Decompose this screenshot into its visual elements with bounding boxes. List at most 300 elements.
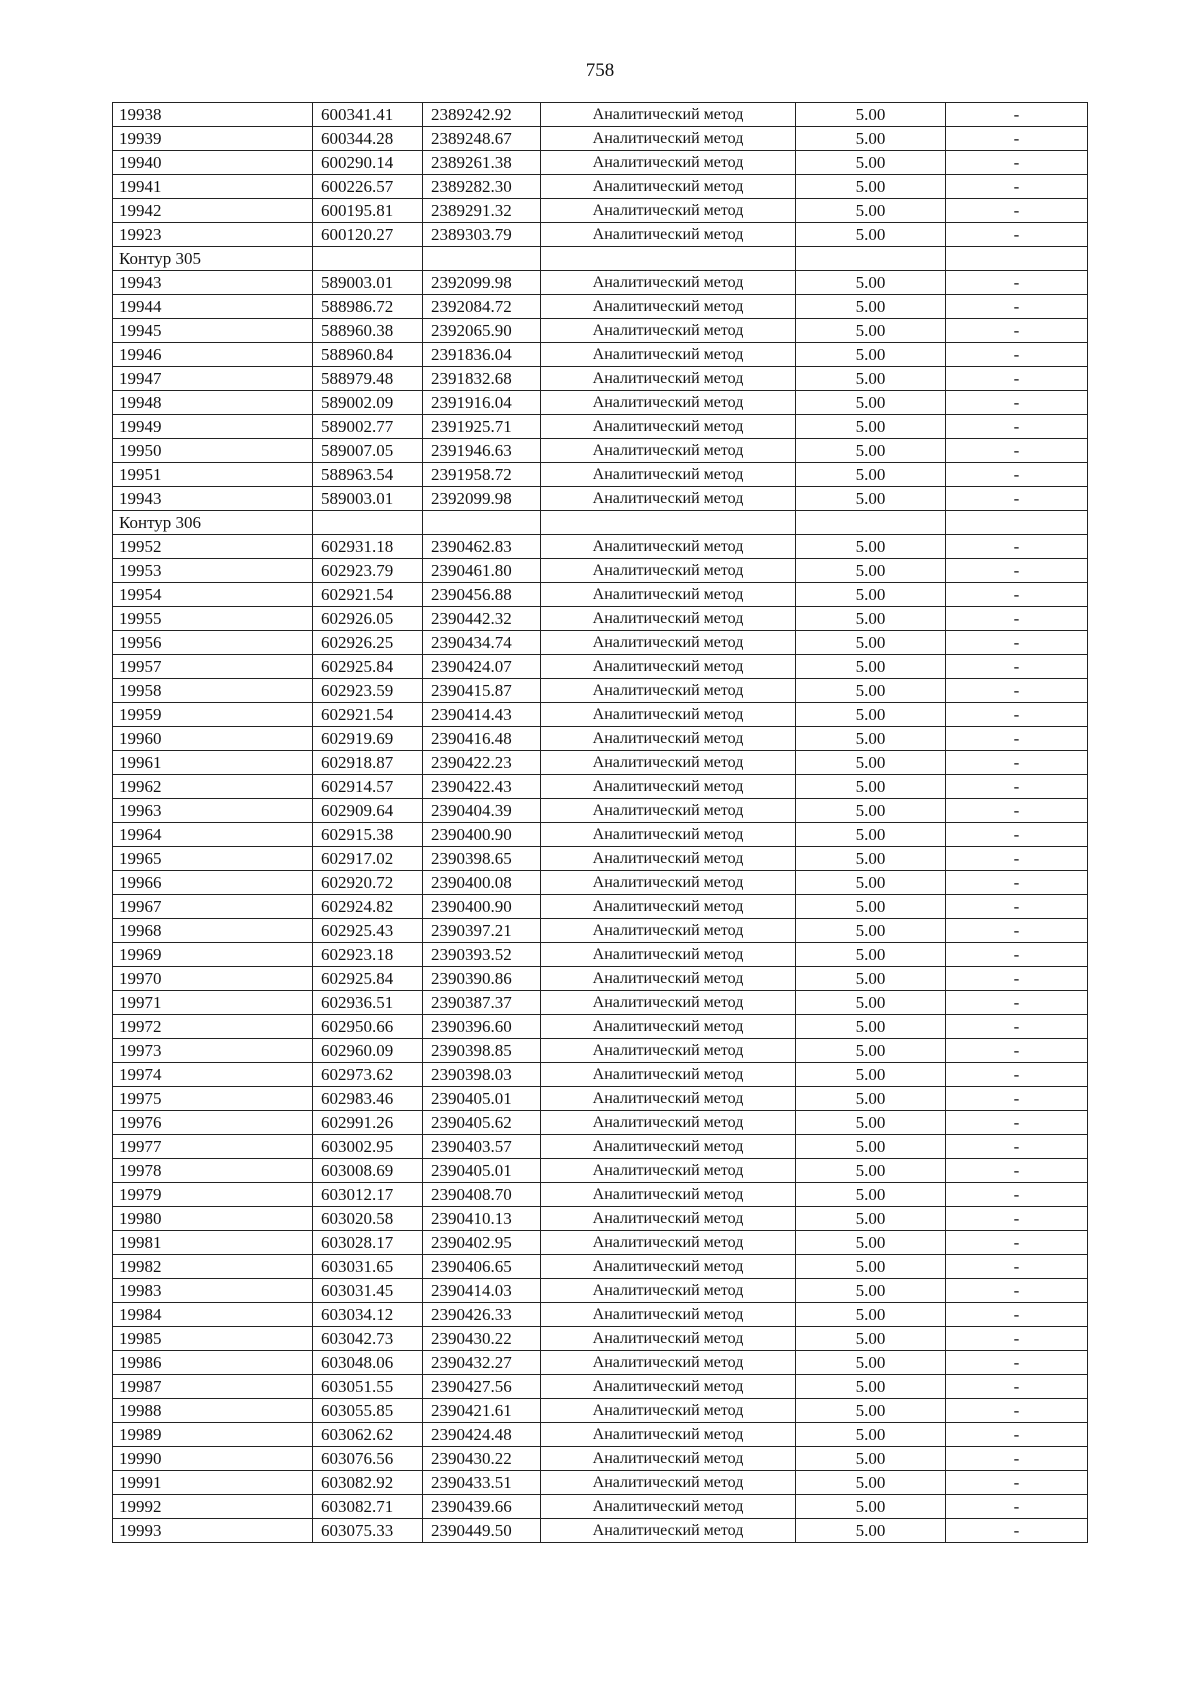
y-coordinate-cell: 2390400.90 (423, 823, 541, 847)
table-row (113, 391, 1088, 415)
x-coordinate-cell: 603048.06 (313, 1351, 423, 1375)
note-cell: - (946, 895, 1088, 919)
x-coordinate-cell: 602921.54 (313, 703, 423, 727)
y-coordinate-cell: 2390405.01 (423, 1159, 541, 1183)
x-coordinate-cell: 602923.59 (313, 679, 423, 703)
y-coordinate-cell: 2389248.67 (423, 127, 541, 151)
x-coordinate-cell: 602926.25 (313, 631, 423, 655)
accuracy-cell: 5.00 (796, 271, 946, 295)
method-cell: Аналитический метод (541, 367, 796, 391)
y-coordinate-cell: 2390408.70 (423, 1183, 541, 1207)
empty-cell (541, 247, 796, 271)
note-cell: - (946, 1231, 1088, 1255)
table-row (113, 1063, 1088, 1087)
point-id-cell: 19948 (113, 391, 313, 415)
method-cell: Аналитический метод (541, 583, 796, 607)
table-row (113, 463, 1088, 487)
x-coordinate-cell: 602924.82 (313, 895, 423, 919)
note-cell: - (946, 1279, 1088, 1303)
y-coordinate-cell: 2390422.43 (423, 775, 541, 799)
table-row (113, 727, 1088, 751)
table-row (113, 679, 1088, 703)
accuracy-cell: 5.00 (796, 703, 946, 727)
accuracy-cell: 5.00 (796, 535, 946, 559)
method-cell: Аналитический метод (541, 943, 796, 967)
table-row (113, 103, 1088, 127)
point-id-cell: 19975 (113, 1087, 313, 1111)
y-coordinate-cell: 2390439.66 (423, 1495, 541, 1519)
accuracy-cell: 5.00 (796, 751, 946, 775)
y-coordinate-cell: 2390416.48 (423, 727, 541, 751)
accuracy-cell: 5.00 (796, 367, 946, 391)
point-id-cell: 19988 (113, 1399, 313, 1423)
table-row (113, 823, 1088, 847)
method-cell: Аналитический метод (541, 1399, 796, 1423)
table-row (113, 343, 1088, 367)
table-row (113, 1519, 1088, 1543)
point-id-cell: 19958 (113, 679, 313, 703)
accuracy-cell: 5.00 (796, 1231, 946, 1255)
accuracy-cell: 5.00 (796, 727, 946, 751)
method-cell: Аналитический метод (541, 1519, 796, 1543)
method-cell: Аналитический метод (541, 487, 796, 511)
y-coordinate-cell: 2390426.33 (423, 1303, 541, 1327)
y-coordinate-cell: 2392099.98 (423, 271, 541, 295)
method-cell: Аналитический метод (541, 967, 796, 991)
accuracy-cell: 5.00 (796, 487, 946, 511)
table-row (113, 175, 1088, 199)
accuracy-cell: 5.00 (796, 295, 946, 319)
method-cell: Аналитический метод (541, 295, 796, 319)
table-row (113, 751, 1088, 775)
y-coordinate-cell: 2392099.98 (423, 487, 541, 511)
y-coordinate-cell: 2390424.48 (423, 1423, 541, 1447)
point-id-cell: 19962 (113, 775, 313, 799)
x-coordinate-cell: 603062.62 (313, 1423, 423, 1447)
x-coordinate-cell: 603012.17 (313, 1183, 423, 1207)
point-id-cell: 19943 (113, 487, 313, 511)
y-coordinate-cell: 2390432.27 (423, 1351, 541, 1375)
x-coordinate-cell: 603082.71 (313, 1495, 423, 1519)
point-id-cell: 19979 (113, 1183, 313, 1207)
method-cell: Аналитический метод (541, 727, 796, 751)
table-row (113, 775, 1088, 799)
x-coordinate-cell: 589007.05 (313, 439, 423, 463)
y-coordinate-cell: 2390405.01 (423, 1087, 541, 1111)
coordinates-table-body (113, 103, 1088, 1543)
section-label: Контур 305 (113, 247, 313, 271)
note-cell: - (946, 679, 1088, 703)
y-coordinate-cell: 2389261.38 (423, 151, 541, 175)
table-row (113, 1351, 1088, 1375)
method-cell: Аналитический метод (541, 751, 796, 775)
table-row (113, 487, 1088, 511)
method-cell: Аналитический метод (541, 895, 796, 919)
x-coordinate-cell: 603031.65 (313, 1255, 423, 1279)
y-coordinate-cell: 2392065.90 (423, 319, 541, 343)
y-coordinate-cell: 2391958.72 (423, 463, 541, 487)
note-cell: - (946, 727, 1088, 751)
method-cell: Аналитический метод (541, 535, 796, 559)
y-coordinate-cell: 2390390.86 (423, 967, 541, 991)
table-row (113, 1183, 1088, 1207)
empty-cell (946, 511, 1088, 535)
point-id-cell: 19973 (113, 1039, 313, 1063)
point-id-cell: 19987 (113, 1375, 313, 1399)
point-id-cell: 19953 (113, 559, 313, 583)
note-cell: - (946, 1039, 1088, 1063)
method-cell: Аналитический метод (541, 271, 796, 295)
table-row (113, 607, 1088, 631)
x-coordinate-cell: 603028.17 (313, 1231, 423, 1255)
point-id-cell: 19993 (113, 1519, 313, 1543)
method-cell: Аналитический метод (541, 1447, 796, 1471)
note-cell: - (946, 199, 1088, 223)
table-row (113, 703, 1088, 727)
point-id-cell: 19941 (113, 175, 313, 199)
y-coordinate-cell: 2390422.23 (423, 751, 541, 775)
x-coordinate-cell: 602920.72 (313, 871, 423, 895)
y-coordinate-cell: 2390442.32 (423, 607, 541, 631)
x-coordinate-cell: 603008.69 (313, 1159, 423, 1183)
y-coordinate-cell: 2391916.04 (423, 391, 541, 415)
table-row (113, 1327, 1088, 1351)
point-id-cell: 19981 (113, 1231, 313, 1255)
table-row (113, 367, 1088, 391)
accuracy-cell: 5.00 (796, 151, 946, 175)
table-row (113, 127, 1088, 151)
y-coordinate-cell: 2389291.32 (423, 199, 541, 223)
point-id-cell: 19982 (113, 1255, 313, 1279)
table-row (113, 1087, 1088, 1111)
note-cell: - (946, 751, 1088, 775)
table-row (113, 655, 1088, 679)
x-coordinate-cell: 602909.64 (313, 799, 423, 823)
accuracy-cell: 5.00 (796, 1303, 946, 1327)
note-cell: - (946, 1447, 1088, 1471)
note-cell: - (946, 127, 1088, 151)
y-coordinate-cell: 2391836.04 (423, 343, 541, 367)
accuracy-cell: 5.00 (796, 1279, 946, 1303)
y-coordinate-cell: 2390424.07 (423, 655, 541, 679)
method-cell: Аналитический метод (541, 1159, 796, 1183)
note-cell: - (946, 919, 1088, 943)
method-cell: Аналитический метод (541, 1087, 796, 1111)
point-id-cell: 19966 (113, 871, 313, 895)
note-cell: - (946, 463, 1088, 487)
accuracy-cell: 5.00 (796, 223, 946, 247)
method-cell: Аналитический метод (541, 343, 796, 367)
accuracy-cell: 5.00 (796, 607, 946, 631)
method-cell: Аналитический метод (541, 823, 796, 847)
note-cell: - (946, 1015, 1088, 1039)
method-cell: Аналитический метод (541, 1231, 796, 1255)
point-id-cell: 19971 (113, 991, 313, 1015)
accuracy-cell: 5.00 (796, 583, 946, 607)
x-coordinate-cell: 600341.41 (313, 103, 423, 127)
note-cell: - (946, 871, 1088, 895)
y-coordinate-cell: 2390405.62 (423, 1111, 541, 1135)
accuracy-cell: 5.00 (796, 103, 946, 127)
point-id-cell: 19945 (113, 319, 313, 343)
y-coordinate-cell: 2390427.56 (423, 1375, 541, 1399)
table-row (113, 1279, 1088, 1303)
method-cell: Аналитический метод (541, 775, 796, 799)
x-coordinate-cell: 603055.85 (313, 1399, 423, 1423)
method-cell: Аналитический метод (541, 463, 796, 487)
method-cell: Аналитический метод (541, 1471, 796, 1495)
point-id-cell: 19974 (113, 1063, 313, 1087)
note-cell: - (946, 439, 1088, 463)
y-coordinate-cell: 2391925.71 (423, 415, 541, 439)
x-coordinate-cell: 603034.12 (313, 1303, 423, 1327)
point-id-cell: 19967 (113, 895, 313, 919)
method-cell: Аналитический метод (541, 223, 796, 247)
x-coordinate-cell: 602919.69 (313, 727, 423, 751)
y-coordinate-cell: 2390400.08 (423, 871, 541, 895)
x-coordinate-cell: 588963.54 (313, 463, 423, 487)
table-row (113, 919, 1088, 943)
y-coordinate-cell: 2390430.22 (423, 1447, 541, 1471)
point-id-cell: 19985 (113, 1327, 313, 1351)
x-coordinate-cell: 588986.72 (313, 295, 423, 319)
x-coordinate-cell: 602960.09 (313, 1039, 423, 1063)
point-id-cell: 19944 (113, 295, 313, 319)
y-coordinate-cell: 2390396.60 (423, 1015, 541, 1039)
point-id-cell: 19980 (113, 1207, 313, 1231)
method-cell: Аналитический метод (541, 847, 796, 871)
table-row (113, 871, 1088, 895)
accuracy-cell: 5.00 (796, 175, 946, 199)
point-id-cell: 19978 (113, 1159, 313, 1183)
method-cell: Аналитический метод (541, 127, 796, 151)
accuracy-cell: 5.00 (796, 1399, 946, 1423)
accuracy-cell: 5.00 (796, 415, 946, 439)
point-id-cell: 19955 (113, 607, 313, 631)
table-row (113, 271, 1088, 295)
x-coordinate-cell: 588960.84 (313, 343, 423, 367)
x-coordinate-cell: 588960.38 (313, 319, 423, 343)
y-coordinate-cell: 2390410.13 (423, 1207, 541, 1231)
accuracy-cell: 5.00 (796, 319, 946, 343)
method-cell: Аналитический метод (541, 1327, 796, 1351)
note-cell: - (946, 823, 1088, 847)
point-id-cell: 19968 (113, 919, 313, 943)
accuracy-cell: 5.00 (796, 1495, 946, 1519)
accuracy-cell: 5.00 (796, 631, 946, 655)
note-cell: - (946, 415, 1088, 439)
method-cell: Аналитический метод (541, 415, 796, 439)
y-coordinate-cell: 2390387.37 (423, 991, 541, 1015)
y-coordinate-cell: 2390449.50 (423, 1519, 541, 1543)
y-coordinate-cell: 2390398.03 (423, 1063, 541, 1087)
note-cell: - (946, 991, 1088, 1015)
empty-cell (423, 511, 541, 535)
accuracy-cell: 5.00 (796, 1447, 946, 1471)
table-row (113, 583, 1088, 607)
method-cell: Аналитический метод (541, 679, 796, 703)
x-coordinate-cell: 589002.09 (313, 391, 423, 415)
method-cell: Аналитический метод (541, 607, 796, 631)
section-header-row (113, 247, 1088, 271)
note-cell: - (946, 775, 1088, 799)
point-id-cell: 19992 (113, 1495, 313, 1519)
note-cell: - (946, 367, 1088, 391)
method-cell: Аналитический метод (541, 919, 796, 943)
table-row (113, 319, 1088, 343)
table-row (113, 151, 1088, 175)
table-row (113, 1303, 1088, 1327)
point-id-cell: 19965 (113, 847, 313, 871)
note-cell: - (946, 103, 1088, 127)
note-cell: - (946, 271, 1088, 295)
table-row (113, 1135, 1088, 1159)
x-coordinate-cell: 602925.43 (313, 919, 423, 943)
y-coordinate-cell: 2390406.65 (423, 1255, 541, 1279)
x-coordinate-cell: 602915.38 (313, 823, 423, 847)
method-cell: Аналитический метод (541, 1255, 796, 1279)
x-coordinate-cell: 602936.51 (313, 991, 423, 1015)
table-row (113, 895, 1088, 919)
point-id-cell: 19938 (113, 103, 313, 127)
note-cell: - (946, 1399, 1088, 1423)
note-cell: - (946, 607, 1088, 631)
x-coordinate-cell: 602991.26 (313, 1111, 423, 1135)
y-coordinate-cell: 2390456.88 (423, 583, 541, 607)
note-cell: - (946, 319, 1088, 343)
y-coordinate-cell: 2390414.03 (423, 1279, 541, 1303)
y-coordinate-cell: 2390462.83 (423, 535, 541, 559)
table-row (113, 1423, 1088, 1447)
empty-cell (796, 511, 946, 535)
method-cell: Аналитический метод (541, 199, 796, 223)
accuracy-cell: 5.00 (796, 943, 946, 967)
method-cell: Аналитический метод (541, 703, 796, 727)
y-coordinate-cell: 2390461.80 (423, 559, 541, 583)
point-id-cell: 19923 (113, 223, 313, 247)
note-cell: - (946, 1087, 1088, 1111)
accuracy-cell: 5.00 (796, 967, 946, 991)
accuracy-cell: 5.00 (796, 1423, 946, 1447)
method-cell: Аналитический метод (541, 655, 796, 679)
y-coordinate-cell: 2390415.87 (423, 679, 541, 703)
accuracy-cell: 5.00 (796, 1111, 946, 1135)
note-cell: - (946, 1351, 1088, 1375)
accuracy-cell: 5.00 (796, 1015, 946, 1039)
point-id-cell: 19986 (113, 1351, 313, 1375)
empty-cell (423, 247, 541, 271)
accuracy-cell: 5.00 (796, 871, 946, 895)
note-cell: - (946, 175, 1088, 199)
point-id-cell: 19949 (113, 415, 313, 439)
method-cell: Аналитический метод (541, 1063, 796, 1087)
table-row (113, 1471, 1088, 1495)
table-row (113, 991, 1088, 1015)
coordinates-table (112, 102, 1088, 1543)
x-coordinate-cell: 602926.05 (313, 607, 423, 631)
table-row (113, 559, 1088, 583)
point-id-cell: 19942 (113, 199, 313, 223)
point-id-cell: 19969 (113, 943, 313, 967)
y-coordinate-cell: 2390404.39 (423, 799, 541, 823)
point-id-cell: 19961 (113, 751, 313, 775)
y-coordinate-cell: 2390402.95 (423, 1231, 541, 1255)
table-row (113, 535, 1088, 559)
table-row (113, 1399, 1088, 1423)
section-label: Контур 306 (113, 511, 313, 535)
x-coordinate-cell: 602931.18 (313, 535, 423, 559)
x-coordinate-cell: 602973.62 (313, 1063, 423, 1087)
point-id-cell: 19989 (113, 1423, 313, 1447)
note-cell: - (946, 1207, 1088, 1231)
point-id-cell: 19951 (113, 463, 313, 487)
y-coordinate-cell: 2389303.79 (423, 223, 541, 247)
accuracy-cell: 5.00 (796, 823, 946, 847)
accuracy-cell: 5.00 (796, 559, 946, 583)
x-coordinate-cell: 602983.46 (313, 1087, 423, 1111)
accuracy-cell: 5.00 (796, 199, 946, 223)
method-cell: Аналитический метод (541, 439, 796, 463)
note-cell: - (946, 1183, 1088, 1207)
point-id-cell: 19964 (113, 823, 313, 847)
accuracy-cell: 5.00 (796, 919, 946, 943)
x-coordinate-cell: 603075.33 (313, 1519, 423, 1543)
accuracy-cell: 5.00 (796, 1063, 946, 1087)
y-coordinate-cell: 2391832.68 (423, 367, 541, 391)
y-coordinate-cell: 2390393.52 (423, 943, 541, 967)
accuracy-cell: 5.00 (796, 1255, 946, 1279)
x-coordinate-cell: 600120.27 (313, 223, 423, 247)
method-cell: Аналитический метод (541, 1111, 796, 1135)
y-coordinate-cell: 2390398.85 (423, 1039, 541, 1063)
y-coordinate-cell: 2390400.90 (423, 895, 541, 919)
y-coordinate-cell: 2391946.63 (423, 439, 541, 463)
table-row (113, 1255, 1088, 1279)
table-row (113, 631, 1088, 655)
table-row (113, 295, 1088, 319)
method-cell: Аналитический метод (541, 1423, 796, 1447)
x-coordinate-cell: 603051.55 (313, 1375, 423, 1399)
x-coordinate-cell: 603031.45 (313, 1279, 423, 1303)
accuracy-cell: 5.00 (796, 1159, 946, 1183)
note-cell: - (946, 1495, 1088, 1519)
empty-cell (541, 511, 796, 535)
point-id-cell: 19977 (113, 1135, 313, 1159)
point-id-cell: 19960 (113, 727, 313, 751)
method-cell: Аналитический метод (541, 871, 796, 895)
note-cell: - (946, 391, 1088, 415)
accuracy-cell: 5.00 (796, 1327, 946, 1351)
note-cell: - (946, 1255, 1088, 1279)
table-row (113, 199, 1088, 223)
point-id-cell: 19984 (113, 1303, 313, 1327)
accuracy-cell: 5.00 (796, 775, 946, 799)
x-coordinate-cell: 600195.81 (313, 199, 423, 223)
note-cell: - (946, 631, 1088, 655)
note-cell: - (946, 1063, 1088, 1087)
note-cell: - (946, 1423, 1088, 1447)
method-cell: Аналитический метод (541, 1279, 796, 1303)
accuracy-cell: 5.00 (796, 1375, 946, 1399)
x-coordinate-cell: 602914.57 (313, 775, 423, 799)
note-cell: - (946, 967, 1088, 991)
x-coordinate-cell: 603002.95 (313, 1135, 423, 1159)
table-row (113, 1375, 1088, 1399)
x-coordinate-cell: 602950.66 (313, 1015, 423, 1039)
x-coordinate-cell: 589003.01 (313, 271, 423, 295)
y-coordinate-cell: 2390398.65 (423, 847, 541, 871)
method-cell: Аналитический метод (541, 1303, 796, 1327)
